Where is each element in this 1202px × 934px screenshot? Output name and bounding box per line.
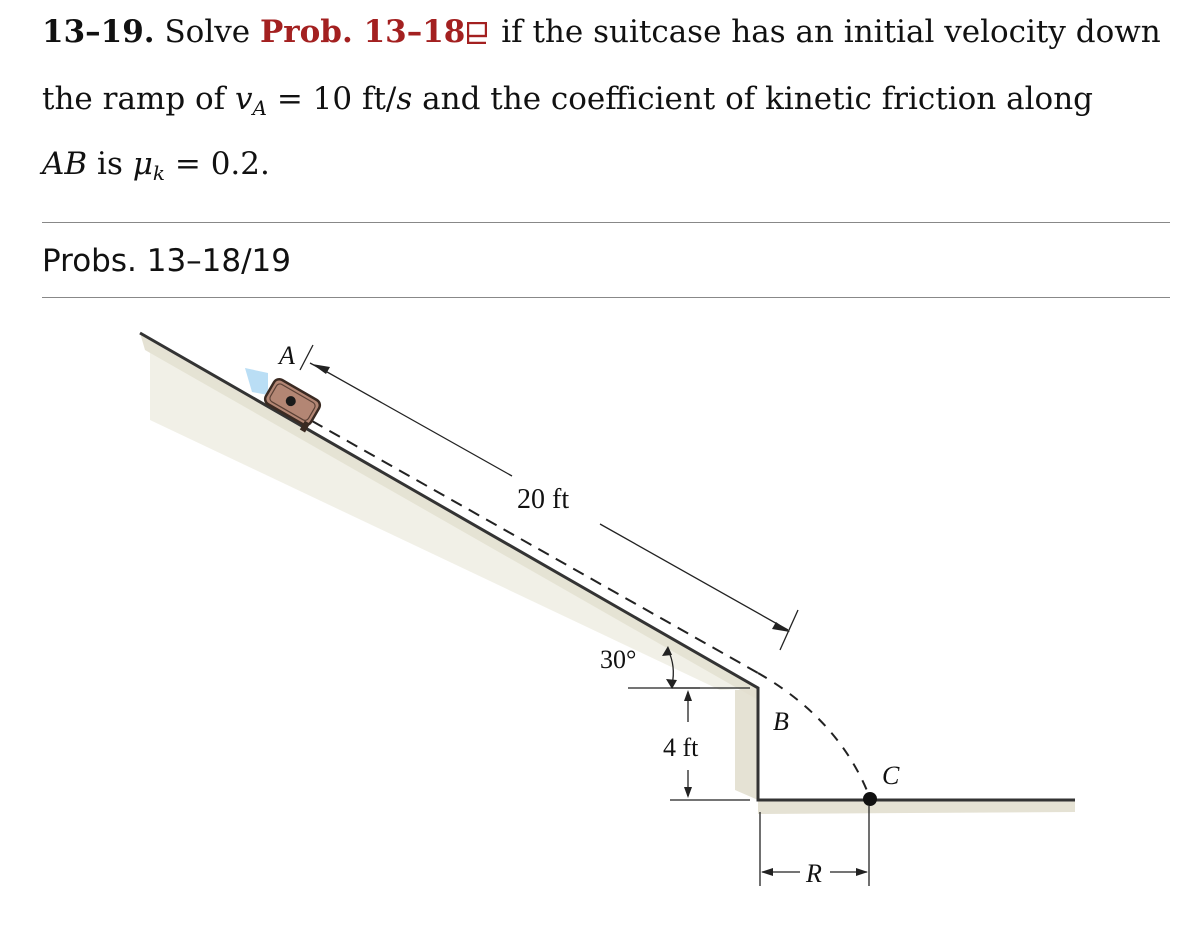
problem-line-2 — [42, 67, 1182, 132]
motion-streak — [245, 368, 268, 395]
external-link-icon[interactable] — [467, 2, 487, 67]
ramp-under-shadow — [150, 345, 758, 690]
var-mu: μ — [132, 146, 153, 182]
point-c-dot — [863, 792, 877, 806]
label-c: C — [882, 761, 900, 790]
var-ab: AB — [42, 146, 88, 182]
var-s: s — [396, 81, 413, 117]
problem-text-1: if the suitcase has an initial velocity down — [501, 14, 1161, 50]
dimension-arrow-b — [772, 622, 790, 632]
dimension-r-arrow-left — [761, 868, 773, 876]
label-a: A — [279, 341, 295, 370]
problem-text-2b: = 10 ft/ — [276, 81, 397, 117]
caption-top-divider — [42, 222, 1170, 223]
problem-number: 13–19. — [42, 14, 155, 50]
caption-bottom-divider — [42, 297, 1170, 298]
figure-caption: Probs. 13–18/19 — [42, 243, 291, 279]
problem-ref-link[interactable]: Prob. 13–18 — [259, 14, 466, 50]
problem-text-solve: Solve — [164, 14, 251, 50]
var-v: v — [235, 81, 253, 117]
problem-text-3b: = 0.2. — [174, 146, 270, 182]
dimension-4ft-arrow-down — [684, 787, 692, 798]
label-b: B — [773, 707, 789, 736]
label-20ft: 20 ft — [517, 484, 570, 515]
label-30deg: 30° — [600, 645, 637, 674]
dimension-r-arrow-right — [856, 868, 868, 876]
var-mu-sub: k — [152, 161, 165, 185]
dimension-4ft-arrow-up — [684, 690, 692, 701]
ground-shadow — [758, 800, 1075, 814]
ramp-diagram — [0, 300, 1202, 920]
problem-line-3 — [42, 132, 1182, 197]
problem-line-1 — [42, 0, 1182, 67]
wall-shadow — [735, 690, 758, 800]
problem-text-2a: the ramp of — [42, 81, 226, 117]
label-r: R — [806, 859, 822, 888]
var-v-sub: A — [252, 96, 267, 120]
problem-text-3a: is — [97, 146, 123, 182]
extension-line-a — [300, 345, 313, 370]
trajectory-ramp-dashed — [312, 421, 758, 673]
problem-statement — [42, 0, 1182, 197]
problem-text-2c: and the coefficient of kinetic friction along — [422, 81, 1093, 117]
label-4ft: 4 ft — [663, 733, 699, 762]
